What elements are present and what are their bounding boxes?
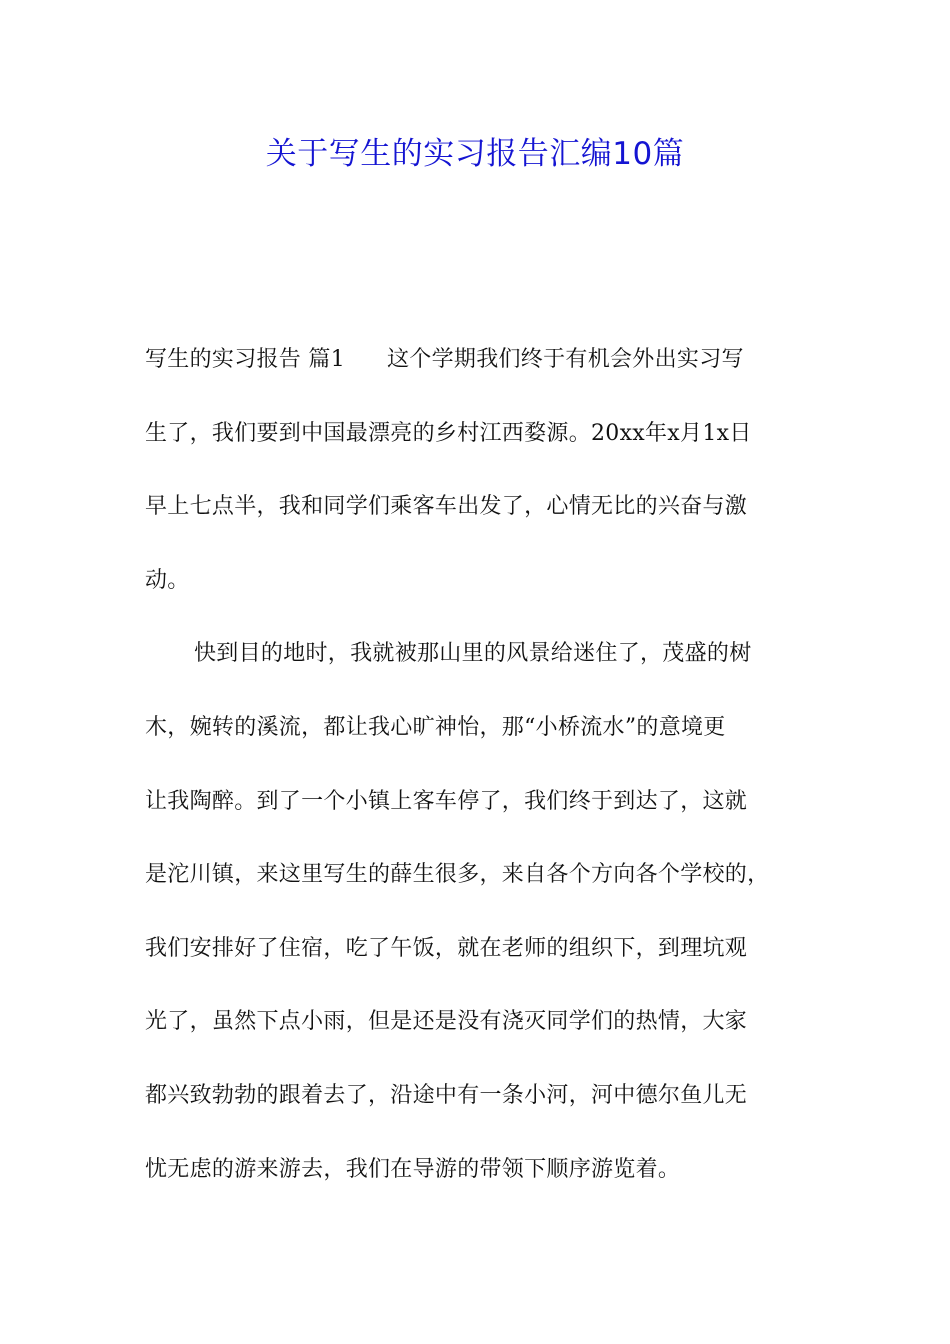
paragraph-line: 快到目的地时，我就被那山里的风景给迷住了，茂盛的树: [194, 641, 752, 667]
paragraph-line: 光了，虽然下点小雨，但是还是没有浇灭同学们的热情，大家: [145, 1009, 748, 1035]
document-body: [145, 340, 815, 1223]
paragraph-line: 我们安排好了住宿，吃了午饭，就在老师的组织下，到理坑观: [145, 935, 748, 961]
paragraph-line: 都兴致勃勃的跟着去了，沿途中有一条小河，河中德尔鱼儿无: [145, 1082, 748, 1108]
paragraph-line: 木，婉转的溪流，都让我心旷神怡，那“小桥流水”的意境更: [145, 714, 726, 740]
paragraph-line: [145, 340, 815, 414]
paragraph-line: 动。: [145, 567, 190, 593]
paragraph-line: 生了，我们要到中国最漂亮的乡村江西婺源。20xx年x月1x日: [145, 420, 752, 446]
paragraph-text: 这个学期我们终于有机会外出实习写: [387, 347, 744, 372]
paragraph-line: 让我陶醉。到了一个小镇上客车停了，我们终于到达了，这就: [145, 788, 748, 814]
paragraph-line: 忧无虑的游来游去，我们在导游的带领下顺序游览着。: [145, 1156, 681, 1182]
section-heading: 写生的实习报告 篇1: [145, 347, 345, 372]
paragraph-line: 早上七点半，我和同学们乘客车出发了，心情无比的兴奋与激: [145, 494, 748, 520]
paragraph-line: 是沱川镇，来这里写生的薛生很多，来自各个方向各个学校的，: [145, 862, 770, 888]
document-title: 关于写生的实习报告汇编10篇: [265, 136, 685, 172]
